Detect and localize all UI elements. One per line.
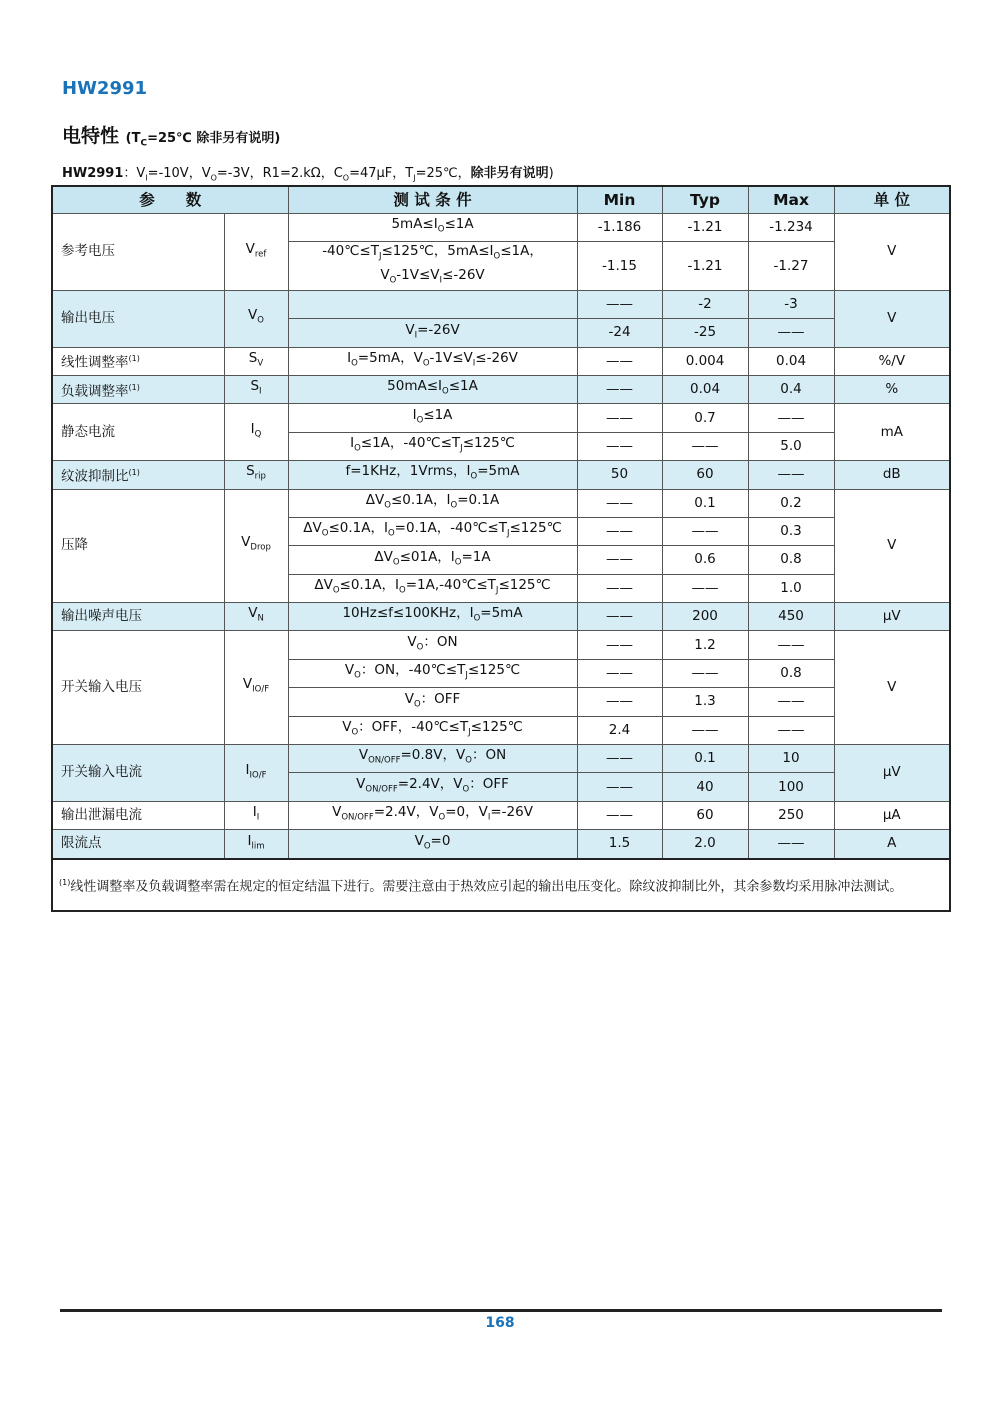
test-condition: $V_O$：ON，$-40℃\le T_J\le 125℃$ [288, 659, 577, 687]
electrical-characteristics-table [51, 185, 951, 912]
table-row [52, 603, 950, 631]
typ-value: 0.04 [662, 375, 748, 403]
min-value: —— [577, 688, 662, 716]
section-title-condition: ($T_C=25℃$ 除非另有说明) [125, 131, 281, 149]
unit-value: V [834, 214, 950, 291]
max-value: -1.234 [748, 214, 834, 242]
param-symbol: $S_V$ [224, 347, 288, 375]
test-condition: $I_O\le 1A$，$-40℃\le T_J\le 125℃$ [288, 432, 577, 460]
min-value: —— [577, 517, 662, 545]
document-id: HW2991 [62, 78, 148, 99]
max-value: —— [748, 688, 834, 716]
unit-value: % [834, 375, 950, 403]
param-symbol: $I_Q$ [224, 404, 288, 461]
header-param: 参 数 [52, 186, 288, 214]
param-symbol: $V_N$ [224, 603, 288, 631]
max-value: 0.04 [748, 347, 834, 375]
min-value: —— [577, 290, 662, 318]
header-min: Min [577, 186, 662, 214]
table-body [52, 214, 950, 859]
test-condition: 10Hz≤f≤100KHz，$I_O=5mA$ [288, 603, 577, 631]
test-condition [288, 290, 577, 318]
param-symbol: $V_{Drop}$ [224, 489, 288, 603]
typ-value: 1.2 [662, 631, 748, 659]
footer-rule [60, 1309, 942, 1312]
typ-value: -25 [662, 319, 748, 347]
max-value: 1.0 [748, 574, 834, 602]
header-max: Max [748, 186, 834, 214]
typ-value: —— [662, 574, 748, 602]
test-condition: $V_I=-26V$ [288, 319, 577, 347]
test-condition: $50mA\le I_O\le 1A$ [288, 375, 577, 403]
min-value: —— [577, 745, 662, 773]
max-value: 250 [748, 801, 834, 829]
max-value: -3 [748, 290, 834, 318]
min-value: -1.186 [577, 214, 662, 242]
table-row [52, 347, 950, 375]
param-symbol: $V_{IO/F}$ [224, 631, 288, 745]
param-name: 输出电压 [52, 290, 224, 347]
test-conditions: HW2991：$V_I=-10V$，$V_O=-3V$，R1=2.kΩ，$C_O=47\mu F$，$T_J=25℃$，除非另有说明) [62, 166, 554, 183]
typ-value: 200 [662, 603, 748, 631]
max-value: —— [748, 631, 834, 659]
param-name: 负载调整率$^{(1)}$ [52, 375, 224, 403]
max-value: 5.0 [748, 432, 834, 460]
test-condition: $I_O=5mA$，$V_O-1V\le V_I\le-26V$ [288, 347, 577, 375]
param-name: 限流点 [52, 830, 224, 859]
typ-value: 60 [662, 801, 748, 829]
test-condition: $V_O=0$ [288, 830, 577, 859]
test-condition: $5mA\le I_O\le 1A$ [288, 214, 577, 242]
min-value: 2.4 [577, 716, 662, 744]
test-condition: $I_O\le 1A$ [288, 404, 577, 432]
table-row [52, 631, 950, 659]
max-value: —— [748, 319, 834, 347]
param-name: 输出泄漏电流 [52, 801, 224, 829]
min-value: —— [577, 603, 662, 631]
param-name: 线性调整率$^{(1)}$ [52, 347, 224, 375]
section-title-text: 电特性 [62, 125, 120, 147]
min-value: -24 [577, 319, 662, 347]
param-name: 静态电流 [52, 404, 224, 461]
param-symbol: $I_{IO/F}$ [224, 745, 288, 802]
header-unit: 单 位 [834, 186, 950, 214]
table-row [52, 290, 950, 318]
unit-value: %/V [834, 347, 950, 375]
max-value: 0.4 [748, 375, 834, 403]
test-condition: $\Delta V_O\le 0.1A$，$I_O=0.1A$ [288, 489, 577, 517]
min-value: —— [577, 404, 662, 432]
max-value: 10 [748, 745, 834, 773]
typ-value: 2.0 [662, 830, 748, 859]
max-value: 0.8 [748, 546, 834, 574]
table-row [52, 375, 950, 403]
unit-value: μV [834, 745, 950, 802]
test-condition: $V_O$：OFF [288, 688, 577, 716]
min-value: 1.5 [577, 830, 662, 859]
max-value: 0.2 [748, 489, 834, 517]
table-row [52, 489, 950, 517]
typ-value: 0.1 [662, 489, 748, 517]
min-value: —— [577, 347, 662, 375]
test-condition: $V_O$：OFF，$-40℃\le T_J\le 125℃$ [288, 716, 577, 744]
table-row [52, 461, 950, 489]
test-condition: $V_{ON/OFF}=0.8V$，$V_O$：ON [288, 745, 577, 773]
param-name: 输出噪声电压 [52, 603, 224, 631]
typ-value: 40 [662, 773, 748, 801]
min-value: —— [577, 801, 662, 829]
param-name: 压降 [52, 489, 224, 603]
max-value: 100 [748, 773, 834, 801]
unit-value: V [834, 290, 950, 347]
typ-value: 0.6 [662, 546, 748, 574]
unit-value: V [834, 631, 950, 745]
test-condition: $V_{ON/OFF}=2.4V$，$V_O=0$，$V_I=-26V$ [288, 801, 577, 829]
param-symbol: $V_{ref}$ [224, 214, 288, 291]
table-row [52, 745, 950, 773]
max-value: 0.8 [748, 659, 834, 687]
param-symbol: $S_{rip}$ [224, 461, 288, 489]
table-row [52, 214, 950, 242]
min-value: —— [577, 631, 662, 659]
min-value: —— [577, 773, 662, 801]
table-note: $^{(1)}$线性调整率及负载调整率需在规定的恒定结温下进行。需要注意由于热效应引起的输出电压变化。除纹波抑制比外，其余参数均采用脉冲法测试。 [52, 859, 950, 911]
min-value: —— [577, 574, 662, 602]
min-value: 50 [577, 461, 662, 489]
typ-value: 1.3 [662, 688, 748, 716]
typ-value: -1.21 [662, 214, 748, 242]
min-value: —— [577, 659, 662, 687]
param-symbol: $S_I$ [224, 375, 288, 403]
max-value: 0.3 [748, 517, 834, 545]
param-name: 参考电压 [52, 214, 224, 291]
header-condition: 测 试 条 件 [288, 186, 577, 214]
unit-value: A [834, 830, 950, 859]
typ-value: 0.004 [662, 347, 748, 375]
typ-value: -1.21 [662, 242, 748, 290]
test-condition: $\Delta V_O\le 01A$，$I_O=1A$ [288, 546, 577, 574]
typ-value: 0.7 [662, 404, 748, 432]
typ-value: —— [662, 517, 748, 545]
min-value: —— [577, 489, 662, 517]
typ-value: —— [662, 716, 748, 744]
param-name: 开关输入电流 [52, 745, 224, 802]
max-value: —— [748, 716, 834, 744]
unit-value: mA [834, 404, 950, 461]
test-condition: $\Delta V_O\le 0.1A$，$I_O=0.1A$，$-40℃\le T_J\le 125℃$ [288, 517, 577, 545]
typ-value: 60 [662, 461, 748, 489]
max-value: —— [748, 461, 834, 489]
typ-value: —— [662, 432, 748, 460]
param-symbol: $I_{lim}$ [224, 830, 288, 859]
max-value: —— [748, 404, 834, 432]
header-typ: Typ [662, 186, 748, 214]
unit-value: μA [834, 801, 950, 829]
table-header-row [52, 186, 950, 214]
min-value: -1.15 [577, 242, 662, 290]
table-row [52, 801, 950, 829]
page-number: 168 [485, 1315, 515, 1331]
min-value: —— [577, 432, 662, 460]
table-note-row [52, 859, 950, 911]
test-condition: f=1KHz，1Vrms，$I_O=5mA$ [288, 461, 577, 489]
test-condition: $\Delta V_O\le 0.1A$，$I_O=1A,-40℃\le T_J\le 125℃$ [288, 574, 577, 602]
test-condition: $V_{ON/OFF}=2.4V$，$V_O$：OFF [288, 773, 577, 801]
unit-value: μV [834, 603, 950, 631]
max-value: 450 [748, 603, 834, 631]
section-title [62, 121, 280, 149]
unit-value: V [834, 489, 950, 603]
typ-value: —— [662, 659, 748, 687]
max-value: -1.27 [748, 242, 834, 290]
param-name: 开关输入电压 [52, 631, 224, 745]
max-value: —— [748, 830, 834, 859]
param-name: 纹波抑制比$^{(1)}$ [52, 461, 224, 489]
param-symbol: $V_O$ [224, 290, 288, 347]
param-symbol: $I_I$ [224, 801, 288, 829]
table-row [52, 830, 950, 859]
test-condition: $-40℃\le T_J\le 125℃$，$5mA\le I_O\le 1A$， $V_O-1V\le V_I\le-26V$ [288, 242, 577, 290]
min-value: —— [577, 546, 662, 574]
typ-value: 0.1 [662, 745, 748, 773]
min-value: —— [577, 375, 662, 403]
typ-value: -2 [662, 290, 748, 318]
table-row [52, 404, 950, 432]
test-condition: $V_O$：ON [288, 631, 577, 659]
unit-value: dB [834, 461, 950, 489]
